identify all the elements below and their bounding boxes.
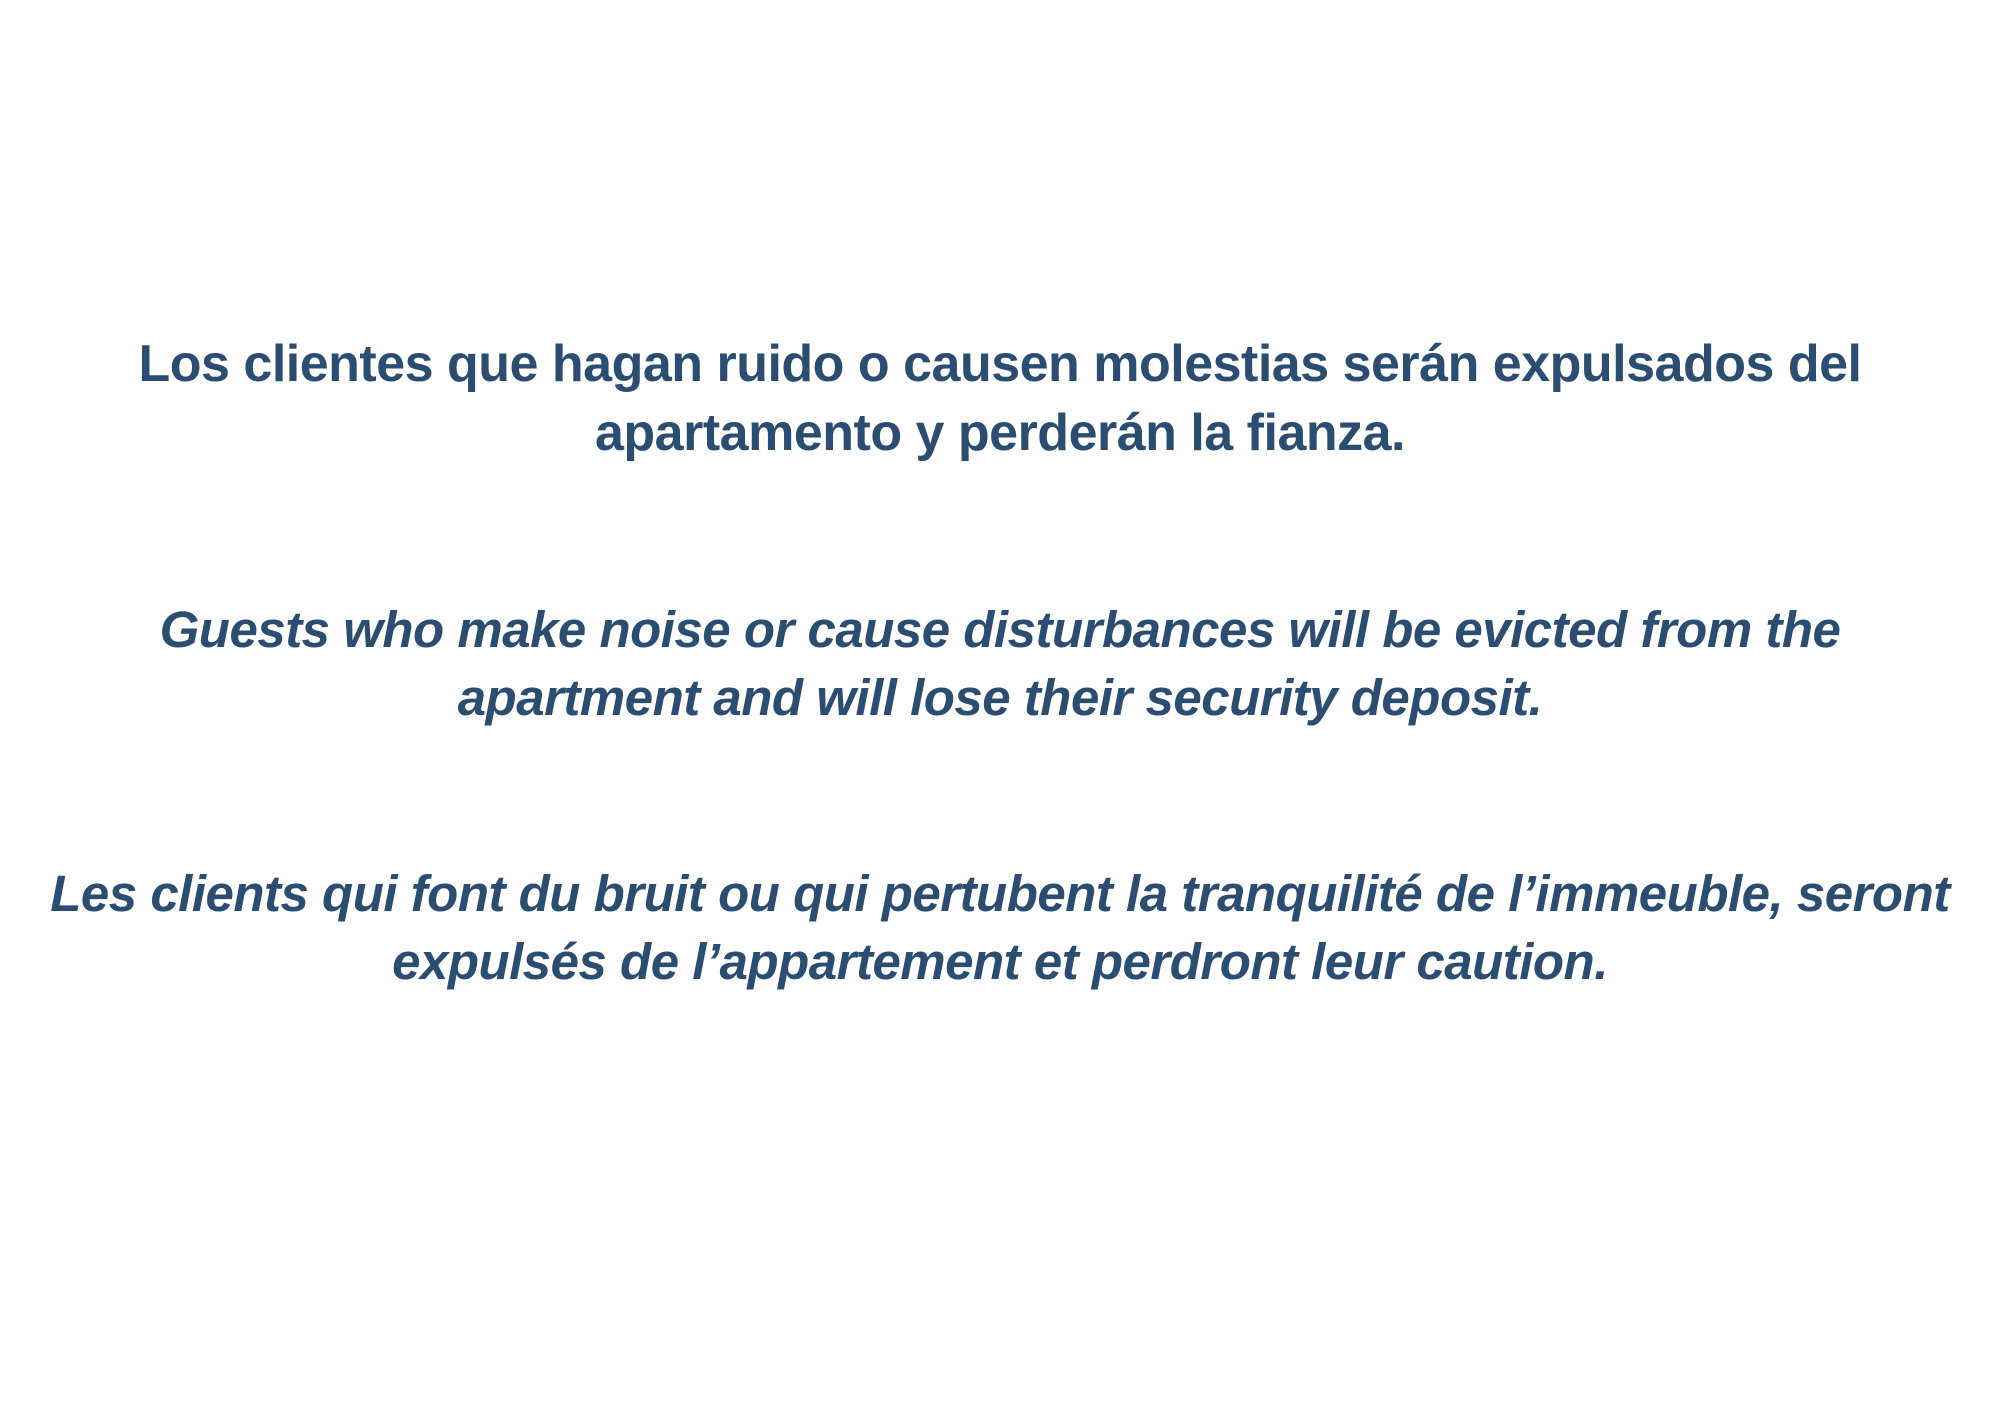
notice-paragraph-spanish: Los clientes que hagan ruido o causen molestias serán expulsados del apartamento y perderán la fianza. <box>138 335 1862 463</box>
notice-paragraph-french: Les clients qui font du bruit ou qui pertubent la tranquilité de l’immeuble, seront expulsés de l’appartement et perdront leur caution. <box>50 864 1950 990</box>
notice-paragraph-english: Guests who make noise or cause disturbances will be evicted from the apartment and will lose their security deposit. <box>159 601 1841 727</box>
